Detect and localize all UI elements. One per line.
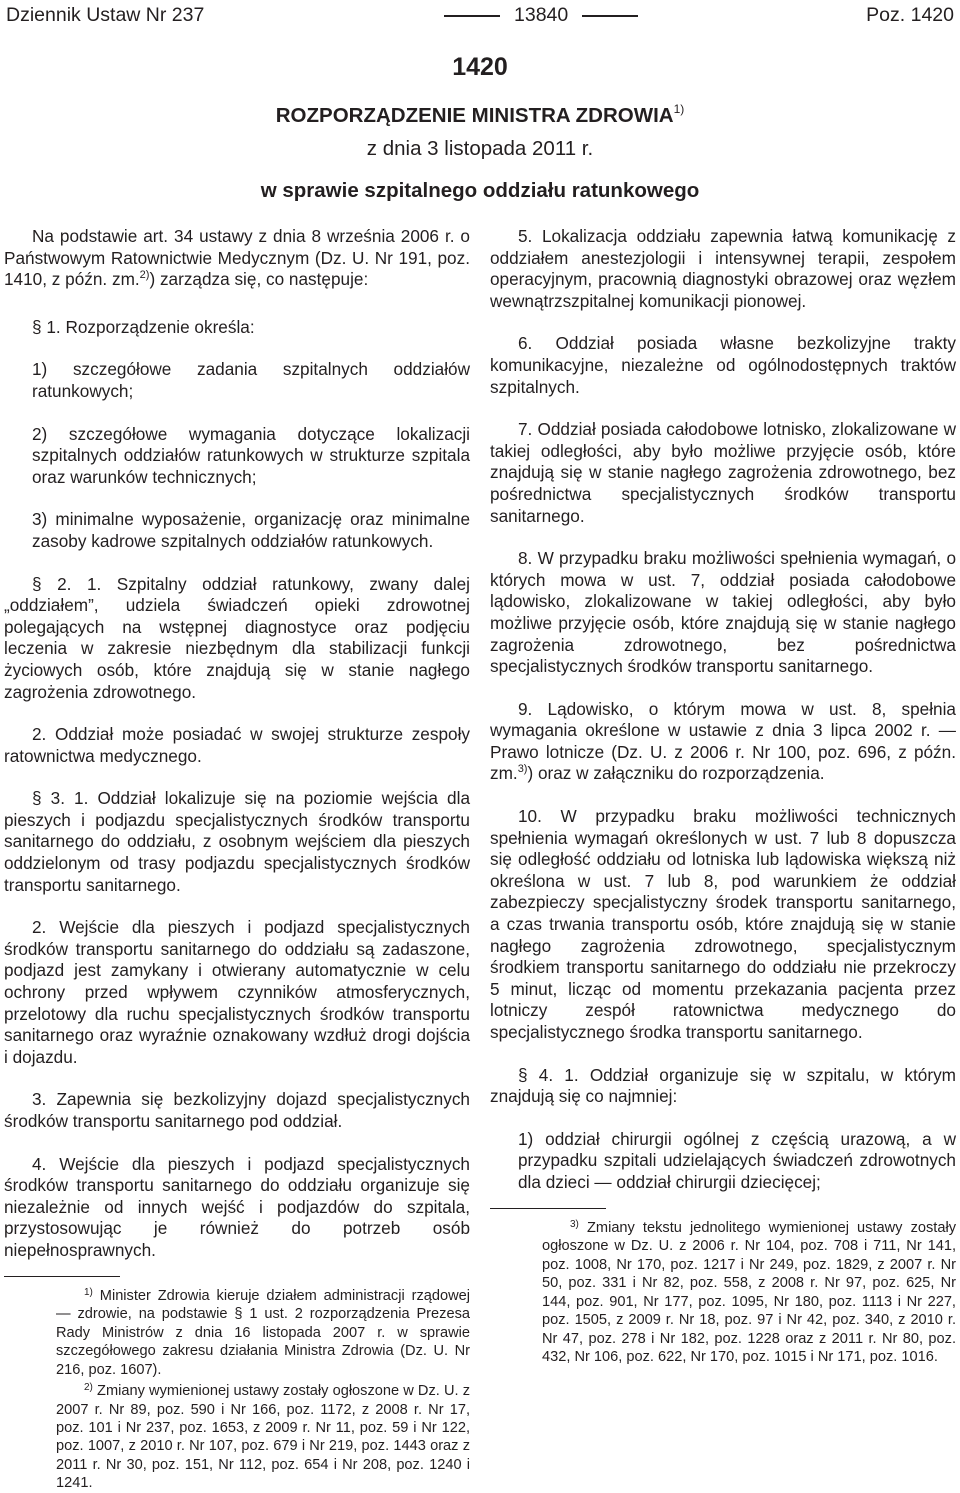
footnote-ref[interactable]: 3) bbox=[517, 763, 528, 776]
paragraph-s2-1: § 2. 1. Szpitalny oddział ratunkowy, zwany dalej „oddziałem”, udziela świadczeń opieki zdrowotnej polegających na wstępnej diagnostyce oraz podjęciu leczenia w zakresie niezbędnym dla stabilizacji funkcji życiowych osób, które znajdują się w stanie nagłego zagrożenia zdrowotnego. bbox=[4, 573, 470, 702]
paragraph-s3-7: 7. Oddział posiada całodobowe lotnisko, zlokalizowane w takiej odległości, aby było możliwe przyjęcie osób, które znajdują się w stanie nagłego zagrożenia zdrowotnego, bez pośrednictwa specjalistycznych środków transportu sanitarnego. bbox=[490, 419, 956, 526]
paragraph-s3-6: 6. Oddział posiada własne bezkolizyjne trakty komunikacyjne, niezależne od ogólnodostępnych traktów szpitalnych. bbox=[490, 333, 956, 397]
paragraph-s3-2: 2. Wejście dla pieszych i podjazd specjalistycznych środków transportu sanitarnego do oddziału są zadaszone, podjazd jest zamykany i otwierany automatycznie w celu ochrony przed wpływem czynników atmosferycznych, przelotowy dla ruchu specjalistycznych środków transportu sanitarnego oraz wyraźnie oznakowany wzdłuż drogi dojścia i dojazdu. bbox=[4, 917, 470, 1067]
dash-divider bbox=[582, 15, 638, 17]
list-item: 2) szczegółowe wymagania dotyczące lokalizacji szpitalnych oddziałów ratunkowych w strukturze szpitala oraz warunków technicznych; bbox=[32, 423, 470, 487]
paragraph-s3-5: 5. Lokalizacja oddziału zapewnia łatwą komunikację z oddziałem anestezjologii i intensywnej terapii, zespołem operacyjnym, pracownią diagnostyki obrazowej oraz węzłem wewnątrzszpitalnej komunikacji pionowej. bbox=[490, 226, 956, 311]
paragraph-s3-3: 3. Zapewnia się bezkolizyjny dojazd specjalistycznych środków transportu sanitarnego pod oddział. bbox=[4, 1089, 470, 1131]
right-column bbox=[490, 226, 956, 1366]
paragraph-s3-9: 9. Lądowisko, o którym mowa w ust. 8, spełnia wymagania określone w ustawie z dnia 3 lipca 2002 r. — Prawo lotnicze (Dz. U. z 2006 r. Nr 100, poz. 696, z późn. zm.$^{3)}$) oraz w załączniku do rozporządzenia. bbox=[490, 698, 956, 784]
document-date: z dnia 3 listopada 2011 r. bbox=[366, 137, 594, 160]
footnote-ref[interactable]: 1) bbox=[673, 102, 685, 116]
paragraph-s3-8: 8. W przypadku braku możliwości spełnienia wymagań, o których mowa w ust. 7, oddział posiada całodobowe lądowisko, zlokalizowane w takiej odległości, aby było możliwe przyjęcie osób, które znajdują się w stanie nagłego zagrożenia zdrowotnego, bez pośrednictwa specjalistycznych środków transportu sanitarnego. bbox=[490, 548, 956, 677]
footnote: $^{1)}$ Minister Zdrowia kieruje działem administracji rządowej — zdrowie, na podstawie § 1 ust. 2 rozporządzenia Prezesa Rady Ministrów z dnia 16 listopada 2007 r. w sprawie szczegółowego zakresu działania Ministra Zdrowia (Dz. U. Nr 216, poz. 1607). bbox=[56, 1287, 470, 1378]
paragraph-s4-1: § 4. 1. Oddział organizuje się w szpitalu, w którym znajdują się co najmniej: bbox=[490, 1064, 956, 1107]
document-title: ROZPORZĄDZENIE MINISTRA ZDROWIA$^{1)}$ bbox=[275, 102, 685, 127]
preamble: Na podstawie art. 34 ustawy z dnia 8 września 2006 r. o Państwowym Ratownictwie Medycznym (Dz. U. Nr 191, poz. 1410, z późn. zm.$^{2)}$) zarządza się, co następuje: bbox=[4, 226, 470, 290]
paragraph-s1: § 1. Rozporządzenie określa: bbox=[32, 316, 255, 337]
paragraph-s3-10: 10. W przypadku braku możliwości technicznych spełnienia wymagań określonych w ust. 7 lub 8 dopuszcza się odległość oddziału od lotniska lub lądowiska większą niż określona w ust. 7 lub 8, pod warunkiem że oddział zabezpieczy specjalistyczny środek transportu sanitarnego, a czas trwania transportu osób, które znajdują się w stanie nagłego zagrożenia zdrowotnego, specjalistycznym środkiem transportu sanitarnego do oddziału nie przekroczy 5 minut, licząc od momentu przekazania pacjenta przez lotniczy zespół ratownictwa medycznego do specjalistycznego środka transportu sanitarnego. bbox=[490, 806, 956, 1042]
footnote-divider bbox=[4, 1276, 120, 1278]
paragraph-s3-1: § 3. 1. Oddział lokalizuje się na poziomie wejścia dla pieszych i podjazdu specjalistycznych środków transportu sanitarnego do oddziału, z osobnym wejściem dla pieszych oddzielonym od trasy podjazdu specjalistycznych środków transportu sanitarnego. bbox=[4, 788, 470, 895]
dash-divider bbox=[444, 15, 500, 17]
journal-name: Dziennik Ustaw Nr 237 bbox=[6, 4, 205, 26]
footnote-divider bbox=[490, 1208, 606, 1210]
document-number: 1420 bbox=[452, 53, 508, 81]
footnote: $^{2)}$ Zmiany wymienionej ustawy zostały ogłoszone w Dz. U. z 2007 r. Nr 89, poz. 590 i Nr 166, poz. 1172, z 2008 r. Nr 17, poz. 101 i Nr 237, poz. 1653, z 2009 r. Nr 11, poz. 59 i Nr 122, poz. 1007, z 2010 r. Nr 107, poz. 679 i Nr 219, poz. 1443 oraz z 2011 r. Nr 30, poz. 151, Nr 112, poz. 654 i Nr 208, poz. 1240 i 1241. bbox=[56, 1382, 470, 1492]
running-header bbox=[0, 0, 960, 30]
document-subject: w sprawie szpitalnego oddziału ratunkowego bbox=[260, 179, 700, 202]
list-item: 3) minimalne wyposażenie, organizację oraz minimalne zasoby kadrowe szpitalnych oddziałów ratunkowych. bbox=[32, 509, 471, 551]
paragraph-s2-2: 2. Oddział może posiadać w swojej strukturze zespoły ratownictwa medycznego. bbox=[4, 724, 470, 766]
paragraph-s3-4: 4. Wejście dla pieszych i podjazd specjalistycznych środków transportu sanitarnego do oddziału organizuje się niezależnie od innych wejść i podjazdów do szpitala, przystosowując je również do potrzeb osób niepełnosprawnych. bbox=[4, 1153, 470, 1260]
footnote-ref[interactable]: 2) bbox=[139, 269, 150, 282]
position-number: Poz. 1420 bbox=[866, 4, 954, 26]
left-column bbox=[4, 226, 470, 1493]
list-item: 1) oddział chirurgii ogólnej z częścią urazową, a w przypadku szpitali udzielających świadczeń zdrowotnych dla dzieci — oddział chirurgii dziecięcej; bbox=[518, 1128, 956, 1192]
page-number: 13840 bbox=[430, 0, 652, 30]
footnote: $^{3)}$ Zmiany tekstu jednolitego wymienionej ustawy zostały ogłoszone w Dz. U. z 2006 r. Nr 104, poz. 708 i 711, Nr 141, poz. 1008, Nr 170, poz. 1217 i Nr 249, poz. 1829, z 2007 r. Nr 50, poz. 331 i Nr 82, poz. 558, z 2008 r. Nr 97, poz. 625, Nr 144, poz. 901, Nr 177, poz. 1095, Nr 180, poz. 1113 i Nr 227, poz. 1505, z 2009 r. Nr 18, poz. 97 i Nr 42, poz. 340, z 2010 r. Nr 47, poz. 278 i Nr 182, poz. 1228 oraz z 2011 r. Nr 80, poz. 432, Nr 106, poz. 622, Nr 170, poz. 1015 i Nr 171, poz. 1016. bbox=[542, 1219, 956, 1365]
list-item: 1) szczegółowe zadania szpitalnych oddziałów ratunkowych; bbox=[32, 359, 470, 401]
